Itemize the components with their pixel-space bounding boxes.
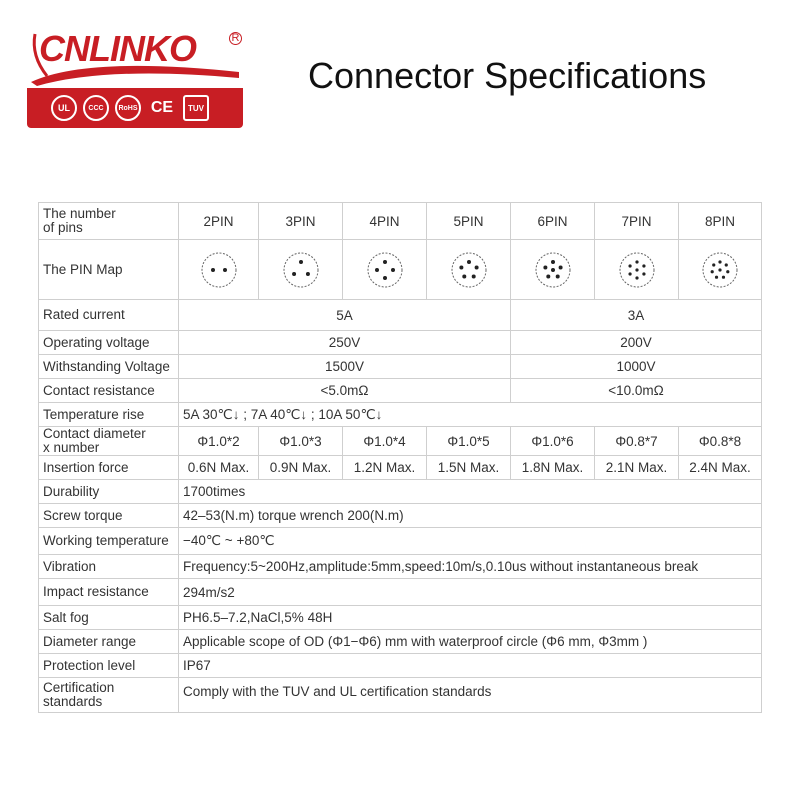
- pin-map-5-icon: [431, 250, 506, 290]
- pin-dot: [725, 263, 728, 266]
- pin-map-2-icon: [183, 250, 254, 290]
- pin-map-7-icon: [599, 250, 674, 290]
- label-screw-torque: Screw torque: [39, 504, 179, 528]
- pin-dot: [558, 265, 562, 269]
- row-impact-resistance: [39, 579, 762, 606]
- cert-band: [27, 88, 243, 128]
- row-working-temperature: [39, 528, 762, 555]
- page-title: Connector Specifications: [308, 55, 707, 96]
- pin-dot: [635, 268, 638, 271]
- pin-header-5: 5PIN: [427, 203, 511, 240]
- label-contact-diameter: [39, 427, 179, 456]
- pin-dot: [635, 276, 638, 279]
- screw-torque-value: 42–53(N.m) torque wrench 200(N.m): [179, 504, 762, 528]
- pin-dot: [718, 260, 721, 263]
- label-insertion-force: Insertion force: [39, 456, 179, 480]
- label-certification-line1: Certification: [43, 680, 115, 695]
- insertion-force-4: 1.2N Max.: [343, 456, 427, 480]
- label-pin-count-line2: of pins: [43, 220, 83, 235]
- impact-resistance-value: 294m/s2: [179, 579, 762, 606]
- rated-current-b: 3A: [511, 300, 762, 331]
- pin-dot: [292, 272, 296, 276]
- pin-map-cell-8: [679, 240, 762, 300]
- label-pin-count: [39, 203, 179, 240]
- row-protection-level: [39, 654, 762, 678]
- pin-dot: [555, 274, 559, 278]
- pin-dot: [712, 263, 715, 266]
- contact-diameter-5: Φ1.0*5: [427, 427, 511, 456]
- row-temperature-rise: [39, 403, 762, 427]
- pin-dot: [391, 268, 395, 272]
- pin-dot: [726, 270, 729, 273]
- insertion-force-3: 0.9N Max.: [259, 456, 343, 480]
- pin-dot: [471, 274, 475, 278]
- pin-dot: [383, 260, 387, 264]
- insertion-force-5: 1.5N Max.: [427, 456, 511, 480]
- pin-dot: [718, 268, 721, 271]
- tuv-cert-icon: TUV: [183, 95, 209, 121]
- logo-wordmark-area: [27, 26, 243, 86]
- pin-dot: [375, 268, 379, 272]
- contact-diameter-6: Φ1.0*6: [511, 427, 595, 456]
- brand-logo: [27, 26, 243, 128]
- row-certification: [39, 678, 762, 713]
- pin-dot: [628, 264, 631, 267]
- pin-header-6: 6PIN: [511, 203, 595, 240]
- label-operating-voltage: Operating voltage: [39, 331, 179, 355]
- row-salt-fog: [39, 606, 762, 630]
- row-contact-resistance: [39, 379, 762, 403]
- operating-voltage-b: 200V: [511, 331, 762, 355]
- label-contact-resistance: Contact resistance: [39, 379, 179, 403]
- label-contact-diameter-line1: Contact diameter: [43, 426, 146, 441]
- temperature-rise-value: 5A 30℃↓ ; 7A 40℃↓ ; 10A 50℃↓: [179, 403, 762, 427]
- label-working-temperature: Working temperature: [39, 528, 179, 555]
- insertion-force-7: 2.1N Max.: [595, 456, 679, 480]
- pin-map-cell-2: [179, 240, 259, 300]
- connector-outline: [368, 253, 402, 287]
- brand-name: CNLINKO: [39, 28, 196, 69]
- certification-value: Comply with the TUV and UL certification standards: [179, 678, 762, 713]
- pin-map-cell-3: [259, 240, 343, 300]
- connector-outline: [202, 253, 236, 287]
- label-salt-fog: Salt fog: [39, 606, 179, 630]
- label-temperature-rise: Temperature rise: [39, 403, 179, 427]
- pin-map-cell-7: [595, 240, 679, 300]
- pin-dot: [299, 260, 303, 264]
- pin-dot: [546, 274, 550, 278]
- diameter-range-value: Applicable scope of OD (Φ1−Φ6) mm with waterproof circle (Φ6 mm, Φ3mm ): [179, 630, 762, 654]
- row-withstanding-voltage: [39, 355, 762, 379]
- row-rated-current: [39, 300, 762, 331]
- pin-map-svg: [617, 250, 657, 290]
- pin-map-4-icon: [347, 250, 422, 290]
- pin-dot: [305, 272, 309, 276]
- row-pin-count: [39, 203, 762, 240]
- contact-diameter-2: Φ1.0*2: [179, 427, 259, 456]
- pin-dot: [467, 260, 471, 264]
- pin-dot: [223, 268, 227, 272]
- label-impact-resistance: Impact resistance: [39, 579, 179, 606]
- registered-mark: R: [229, 32, 242, 45]
- operating-voltage-a: 250V: [179, 331, 511, 355]
- contact-resistance-b: <10.0mΩ: [511, 379, 762, 403]
- pin-map-6-icon: [515, 250, 590, 290]
- withstanding-voltage-a: 1500V: [179, 355, 511, 379]
- pin-header-7: 7PIN: [595, 203, 679, 240]
- pin-dot: [383, 276, 387, 280]
- rohs-cert-icon: RoHS: [115, 95, 141, 121]
- pin-header-2: 2PIN: [179, 203, 259, 240]
- protection-level-value: IP67: [179, 654, 762, 678]
- pin-map-cell-4: [343, 240, 427, 300]
- row-operating-voltage: [39, 331, 762, 355]
- pin-dot: [474, 265, 478, 269]
- row-durability: [39, 480, 762, 504]
- pin-map-svg: [281, 250, 321, 290]
- pin-dot: [642, 264, 645, 267]
- row-insertion-force: [39, 456, 762, 480]
- contact-diameter-7: Φ0.8*7: [595, 427, 679, 456]
- contact-diameter-4: Φ1.0*4: [343, 427, 427, 456]
- pin-map-cell-5: [427, 240, 511, 300]
- pin-map-svg: [199, 250, 239, 290]
- contact-diameter-8: Φ0.8*8: [679, 427, 762, 456]
- pin-dot: [722, 275, 725, 278]
- pin-dot: [551, 268, 555, 272]
- label-pin-count-line1: The number: [43, 206, 116, 221]
- pin-map-svg: [365, 250, 405, 290]
- ccc-cert-icon: CCC: [83, 95, 109, 121]
- row-vibration: [39, 555, 762, 579]
- label-certification-line2: standards: [43, 694, 103, 709]
- label-withstanding-voltage: Withstanding Voltage: [39, 355, 179, 379]
- pin-map-svg: [700, 250, 740, 290]
- row-contact-diameter: [39, 427, 762, 456]
- ce-cert-icon: CE: [150, 99, 174, 116]
- row-diameter-range: [39, 630, 762, 654]
- contact-diameter-3: Φ1.0*3: [259, 427, 343, 456]
- pin-map-3-icon: [263, 250, 338, 290]
- pin-dot: [462, 274, 466, 278]
- pin-header-8: 8PIN: [679, 203, 762, 240]
- pin-dot: [211, 268, 215, 272]
- pin-header-3: 3PIN: [259, 203, 343, 240]
- row-pin-map: [39, 240, 762, 300]
- pin-map-cell-6: [511, 240, 595, 300]
- label-contact-diameter-line2: x number: [43, 440, 100, 455]
- pin-dot: [459, 265, 463, 269]
- withstanding-voltage-b: 1000V: [511, 355, 762, 379]
- spec-table: [38, 202, 762, 713]
- pin-map-svg: [449, 250, 489, 290]
- pin-dot: [551, 260, 555, 264]
- insertion-force-6: 1.8N Max.: [511, 456, 595, 480]
- label-protection-level: Protection level: [39, 654, 179, 678]
- pin-map-8-icon: [683, 250, 757, 290]
- label-durability: Durability: [39, 480, 179, 504]
- label-certification: [39, 678, 179, 713]
- pin-dot: [711, 270, 714, 273]
- pin-map-svg: [533, 250, 573, 290]
- label-pin-map: The PIN Map: [39, 240, 179, 300]
- label-vibration: Vibration: [39, 555, 179, 579]
- pin-dot: [635, 260, 638, 263]
- pin-dot: [543, 265, 547, 269]
- working-temperature-value: −40℃ ~ +80℃: [179, 528, 762, 555]
- connector-outline: [452, 253, 486, 287]
- pin-header-4: 4PIN: [343, 203, 427, 240]
- pin-dot: [642, 272, 645, 275]
- label-diameter-range: Diameter range: [39, 630, 179, 654]
- vibration-value: Frequency:5~200Hz,amplitude:5mm,speed:10m/s,0.10us without instantaneous break: [179, 555, 762, 579]
- label-rated-current: Rated current: [39, 300, 179, 331]
- insertion-force-8: 2.4N Max.: [679, 456, 762, 480]
- salt-fog-value: PH6.5–7.2,NaCl,5% 48H: [179, 606, 762, 630]
- durability-value: 1700times: [179, 480, 762, 504]
- ul-cert-icon: UL: [51, 95, 77, 121]
- pin-dot: [715, 275, 718, 278]
- rated-current-a: 5A: [179, 300, 511, 331]
- connector-outline: [284, 253, 318, 287]
- contact-resistance-a: <5.0mΩ: [179, 379, 511, 403]
- row-screw-torque: [39, 504, 762, 528]
- pin-dot: [628, 272, 631, 275]
- insertion-force-2: 0.6N Max.: [179, 456, 259, 480]
